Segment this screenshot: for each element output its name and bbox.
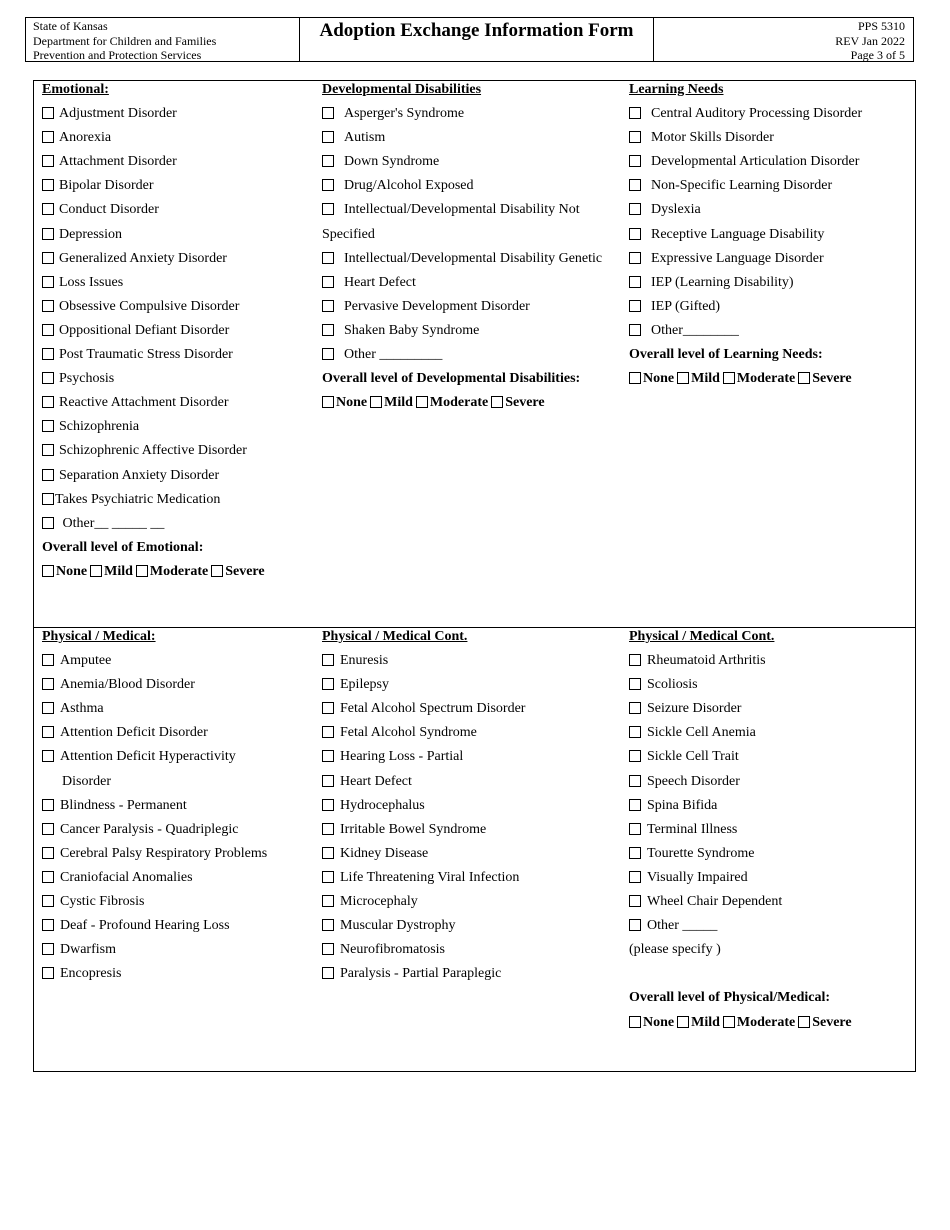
checklist-item (42, 226, 268, 250)
item-label: IEP (Gifted) (651, 298, 721, 314)
checkbox-hydrocephalus[interactable] (322, 799, 334, 811)
checkbox-scoliosis[interactable] (629, 678, 641, 690)
checklist-item (629, 298, 862, 322)
checkbox-neurofibromatosis[interactable] (322, 943, 334, 955)
item-label: Cerebral Palsy Respiratory Problems (60, 845, 268, 861)
checklist-item (322, 322, 602, 346)
please-specify-note: (please specify ) (629, 942, 721, 958)
item-label: Dwarfism (60, 942, 116, 958)
item-label: Scoliosis (647, 677, 698, 693)
checklist-item (322, 346, 602, 370)
checkbox-expressive-language-disorder[interactable] (629, 252, 641, 264)
checkbox-sickle-cell-anemia[interactable] (629, 726, 641, 738)
checkbox-attachment-disorder[interactable] (42, 155, 54, 167)
checklist-item (322, 748, 525, 772)
checklist-item (629, 105, 862, 129)
item-label: IEP (Learning Disability) (651, 274, 794, 290)
checklist-item (322, 821, 525, 845)
checkbox-generalized-anxiety-disorder[interactable] (42, 252, 54, 264)
level-option-label: Mild (691, 1014, 720, 1030)
checklist-item (42, 370, 268, 394)
emotional-column (42, 81, 268, 587)
item-label: Separation Anxiety Disorder (59, 467, 220, 483)
item-label: Pervasive Development Disorder (344, 298, 530, 314)
item-label: Attention Deficit Hyperactivity (60, 749, 236, 765)
overall-level-options (629, 1014, 855, 1038)
item-label: Other__ _____ __ (59, 515, 165, 531)
item-label: Paralysis - Partial Paraplegic (340, 966, 502, 982)
section-heading: Physical / Medical Cont. (322, 629, 468, 644)
checkbox-craniofacial-anomalies[interactable] (42, 871, 54, 883)
checklist-item (322, 724, 525, 748)
form-id-block (654, 18, 913, 61)
item-label: Blindness - Permanent (60, 797, 187, 813)
item-label: Cancer Paralysis - Quadriplegic (60, 821, 239, 837)
checklist-item (629, 700, 855, 724)
checklist-item (322, 652, 525, 676)
checkbox-iep-learning-disability[interactable] (629, 276, 641, 288)
checkbox-visually-impaired[interactable] (629, 871, 641, 883)
level-option-label: Moderate (149, 563, 209, 579)
level-moderate-checkbox-learning[interactable] (723, 372, 735, 384)
checklist-item (42, 491, 268, 515)
checkbox-paralysis-partial-paraplegic[interactable] (322, 967, 334, 979)
checkbox-tourette-syndrome[interactable] (629, 847, 641, 859)
checkbox-life-threatening-viral-infection[interactable] (322, 871, 334, 883)
checklist-item (42, 893, 267, 917)
agency-line: Department for Children and Families (33, 33, 217, 48)
checklist-item (42, 177, 268, 201)
item-label: Sickle Cell Anemia (647, 725, 756, 741)
physical-column-2 (322, 628, 525, 989)
level-option-label: Moderate (429, 395, 489, 411)
checklist-item (42, 652, 267, 676)
item-label: Other________ (651, 322, 739, 338)
item-label: Deaf - Profound Hearing Loss (60, 918, 230, 934)
item-label: Kidney Disease (340, 845, 429, 861)
item-label: Other _________ (344, 347, 443, 363)
item-label: Intellectual/Developmental Disability Not (344, 202, 580, 218)
item-label: Loss Issues (59, 274, 124, 290)
checklist-item (42, 515, 268, 539)
item-label: Expressive Language Disorder (651, 250, 824, 266)
checkbox-anorexia[interactable] (42, 131, 54, 143)
checklist-item (629, 153, 862, 177)
checkbox-cystic-fibrosis[interactable] (42, 895, 54, 907)
level-severe-checkbox-physical[interactable] (798, 1016, 810, 1028)
item-label: Epilepsy (340, 677, 389, 693)
checkbox-drug-alcohol-exposed[interactable] (322, 179, 334, 191)
level-severe-checkbox-emotional[interactable] (211, 565, 223, 577)
item-label: Encopresis (60, 966, 122, 982)
checkbox-encopresis[interactable] (42, 967, 54, 979)
item-label: Generalized Anxiety Disorder (59, 250, 227, 266)
item-label: Hydrocephalus (340, 797, 425, 813)
checkbox-depression[interactable] (42, 228, 54, 240)
level-moderate-checkbox-developmental[interactable] (416, 396, 428, 408)
checkbox-intellectual-developmental-disability-not[interactable] (322, 203, 334, 215)
checklist-item (42, 869, 267, 893)
checkbox-irritable-bowel-syndrome[interactable] (322, 823, 334, 835)
item-label: Down Syndrome (344, 154, 440, 170)
level-mild-checkbox-learning[interactable] (677, 372, 689, 384)
checkbox-other[interactable] (629, 324, 641, 336)
checkbox-loss-issues[interactable] (42, 276, 54, 288)
physical-column-3 (629, 628, 855, 1038)
checklist-item (42, 724, 267, 748)
checkbox-blindness-permanent[interactable] (42, 799, 54, 811)
checkbox-pervasive-development-disorder[interactable] (322, 300, 334, 312)
item-label: Amputee (60, 653, 112, 669)
item-label: Anorexia (59, 130, 112, 146)
item-label: Schizophrenia (59, 419, 140, 435)
item-label: Depression (59, 226, 122, 242)
overall-level-options (42, 563, 268, 587)
checklist-item (322, 797, 525, 821)
checklist-item (629, 797, 855, 821)
level-option-label: None (643, 1014, 675, 1030)
checklist-item (322, 869, 525, 893)
page-number: Page 3 of 5 (850, 48, 905, 62)
overall-level-label: Overall level of Physical/Medical: (629, 990, 831, 1006)
form-number: PPS 5310 (857, 19, 905, 33)
item-label: Terminal Illness (647, 821, 738, 837)
form-header (25, 17, 914, 62)
checkbox-takes-psychiatric-medication[interactable] (42, 493, 54, 505)
checkbox-wheel-chair-dependent[interactable] (629, 895, 641, 907)
section-heading: Developmental Disabilities (322, 82, 482, 97)
item-label: Irritable Bowel Syndrome (340, 821, 487, 837)
item-label: Obsessive Compulsive Disorder (59, 298, 240, 314)
section-heading: Learning Needs (629, 82, 724, 97)
checkbox-autism[interactable] (322, 131, 334, 143)
checklist-item (629, 724, 855, 748)
item-label: Spina Bifida (647, 797, 718, 813)
checkbox-rheumatoid-arthritis[interactable] (629, 654, 641, 666)
checkbox-cancer-paralysis-quadriplegic[interactable] (42, 823, 54, 835)
checklist-item (42, 700, 267, 724)
item-label: Rheumatoid Arthritis (647, 653, 766, 669)
level-moderate-checkbox-emotional[interactable] (136, 565, 148, 577)
checkbox-anemia-blood-disorder[interactable] (42, 678, 54, 690)
item-label: Neurofibromatosis (340, 942, 445, 958)
checkbox-kidney-disease[interactable] (322, 847, 334, 859)
item-label: Life Threatening Viral Infection (340, 869, 520, 885)
item-label: Fetal Alcohol Syndrome (340, 725, 477, 741)
checkbox-post-traumatic-stress-disorder[interactable] (42, 348, 54, 360)
level-option-label: None (336, 395, 368, 411)
checkbox-terminal-illness[interactable] (629, 823, 641, 835)
checklist-item (322, 250, 602, 274)
checklist-item (42, 941, 267, 965)
checklist-item (42, 394, 268, 418)
level-option-label: None (643, 371, 675, 387)
checkbox-amputee[interactable] (42, 654, 54, 666)
checkbox-microcephaly[interactable] (322, 895, 334, 907)
item-label-continued: Disorder (62, 773, 111, 789)
checkbox-obsessive-compulsive-disorder[interactable] (42, 300, 54, 312)
level-none-checkbox-emotional[interactable] (42, 565, 54, 577)
checklist-item (42, 845, 267, 869)
checklist-item (42, 105, 268, 129)
item-label: Heart Defect (344, 274, 416, 290)
item-label: Schizophrenic Affective Disorder (59, 443, 247, 459)
item-label: Cystic Fibrosis (60, 894, 145, 910)
form-revision: REV Jan 2022 (835, 33, 905, 48)
checklist-item (629, 869, 855, 893)
item-label: Non-Specific Learning Disorder (651, 178, 833, 194)
checklist-item (322, 298, 602, 322)
checklist-item (629, 845, 855, 869)
level-option-label: Severe (812, 1014, 852, 1030)
item-label: Intellectual/Developmental Disability Genetic (344, 250, 603, 266)
level-option-label: Severe (505, 395, 545, 411)
checklist-item (629, 177, 862, 201)
agency-line: Prevention and Protection Services (33, 48, 202, 62)
checklist-item (322, 676, 525, 700)
checklist-item (322, 105, 602, 129)
item-label: Enuresis (340, 653, 389, 669)
level-severe-checkbox-learning[interactable] (798, 372, 810, 384)
item-label: Reactive Attachment Disorder (59, 395, 229, 411)
item-label: Seizure Disorder (647, 701, 742, 717)
checklist-item (42, 797, 267, 821)
checkbox-shaken-baby-syndrome[interactable] (322, 324, 334, 336)
checklist-item (322, 129, 602, 153)
overall-level-label: Overall level of Learning Needs: (629, 347, 823, 363)
checkbox-conduct-disorder[interactable] (42, 203, 54, 215)
level-none-checkbox-physical[interactable] (629, 1016, 641, 1028)
checkbox-psychosis[interactable] (42, 372, 54, 384)
checkbox-fetal-alcohol-spectrum-disorder[interactable] (322, 702, 334, 714)
checkbox-other[interactable] (629, 919, 641, 931)
checkbox-dwarfism[interactable] (42, 943, 54, 955)
section-heading: Physical / Medical Cont. (629, 629, 775, 644)
item-label: Hearing Loss - Partial (340, 749, 464, 765)
checklist-item (322, 177, 602, 201)
checkbox-hearing-loss-partial[interactable] (322, 750, 334, 762)
item-label: Central Auditory Processing Disorder (651, 106, 863, 122)
checklist-item (42, 153, 268, 177)
checkbox-heart-defect[interactable] (322, 775, 334, 787)
agency-block (26, 18, 300, 61)
checklist-item (42, 965, 267, 989)
checkbox-bipolar-disorder[interactable] (42, 179, 54, 191)
checklist-item (42, 201, 268, 225)
checkbox-asthma[interactable] (42, 702, 54, 714)
checkbox-epilepsy[interactable] (322, 678, 334, 690)
checkbox-dyslexia[interactable] (629, 203, 641, 215)
item-label: Bipolar Disorder (59, 178, 154, 194)
agency-line: State of Kansas (33, 19, 108, 33)
item-label: Other _____ (647, 918, 718, 934)
checkbox-speech-disorder[interactable] (629, 775, 641, 787)
level-option-label: Severe (812, 371, 852, 387)
section-heading: Physical / Medical: (42, 629, 156, 644)
checklist-item (42, 748, 267, 772)
checklist-item (629, 773, 855, 797)
checkbox-receptive-language-disability[interactable] (629, 228, 641, 240)
checklist-item (629, 893, 855, 917)
checklist-item (42, 322, 268, 346)
checkbox-down-syndrome[interactable] (322, 155, 334, 167)
checkbox-separation-anxiety-disorder[interactable] (42, 469, 54, 481)
physical-column-1 (42, 628, 267, 989)
overall-level-options (322, 394, 602, 418)
item-label: Developmental Articulation Disorder (651, 154, 860, 170)
developmental-column (322, 81, 602, 418)
item-label: Motor Skills Disorder (651, 130, 774, 146)
checkbox-other[interactable] (322, 348, 334, 360)
checklist-item (322, 201, 602, 225)
level-none-checkbox-learning[interactable] (629, 372, 641, 384)
item-label: Asperger's Syndrome (344, 106, 465, 122)
item-label: Conduct Disorder (59, 202, 159, 218)
checkbox-sickle-cell-trait[interactable] (629, 750, 641, 762)
checklist-item (629, 652, 855, 676)
level-option-label: Severe (225, 563, 265, 579)
level-option-label: Moderate (736, 1014, 796, 1030)
checkbox-attention-deficit-hyperactivity[interactable] (42, 750, 54, 762)
checklist-item (42, 418, 268, 442)
checklist-item (42, 298, 268, 322)
level-option-label: Moderate (736, 371, 796, 387)
level-option-label: None (56, 563, 88, 579)
checkbox-schizophrenic-affective-disorder[interactable] (42, 444, 54, 456)
checklist-item (629, 748, 855, 772)
item-label: Adjustment Disorder (59, 106, 177, 122)
checkbox-motor-skills-disorder[interactable] (629, 131, 641, 143)
checklist-item (629, 322, 862, 346)
level-mild-checkbox-physical[interactable] (677, 1016, 689, 1028)
checkbox-cerebral-palsy-respiratory-problems[interactable] (42, 847, 54, 859)
checkbox-seizure-disorder[interactable] (629, 702, 641, 714)
checklist-item (322, 274, 602, 298)
level-option-label: Mild (691, 371, 720, 387)
checkbox-intellectual-developmental-disability-genetic[interactable] (322, 252, 334, 264)
item-label: Asthma (60, 701, 104, 717)
checklist-item (42, 129, 268, 153)
level-mild-checkbox-developmental[interactable] (370, 396, 382, 408)
checklist-item (629, 676, 855, 700)
item-label: Fetal Alcohol Spectrum Disorder (340, 701, 526, 717)
item-label: Microcephaly (340, 894, 418, 910)
level-mild-checkbox-emotional[interactable] (90, 565, 102, 577)
item-label: Attachment Disorder (59, 154, 177, 170)
checklist-item (42, 346, 268, 370)
checklist-item (629, 226, 862, 250)
item-label: Wheel Chair Dependent (647, 894, 783, 910)
checklist-item (322, 965, 525, 989)
checklist-item (629, 274, 862, 298)
checklist-item (42, 676, 267, 700)
checkbox-asperger-s-syndrome[interactable] (322, 107, 334, 119)
learning-column (629, 81, 862, 394)
item-label: Sickle Cell Trait (647, 749, 739, 765)
item-label: Post Traumatic Stress Disorder (59, 347, 233, 363)
checkbox-oppositional-defiant-disorder[interactable] (42, 324, 54, 336)
checkbox-iep-gifted[interactable] (629, 300, 641, 312)
checkbox-developmental-articulation-disorder[interactable] (629, 155, 641, 167)
item-label-continued: Specified (322, 226, 375, 242)
item-label: Psychosis (59, 371, 115, 387)
item-label: Shaken Baby Syndrome (344, 322, 480, 338)
checklist-item (42, 821, 267, 845)
checkbox-adjustment-disorder[interactable] (42, 107, 54, 119)
checklist-item (322, 917, 525, 941)
level-option-label: Mild (104, 563, 133, 579)
checklist-item (42, 917, 267, 941)
level-severe-checkbox-developmental[interactable] (491, 396, 503, 408)
item-label: Oppositional Defiant Disorder (59, 322, 230, 338)
checkbox-reactive-attachment-disorder[interactable] (42, 396, 54, 408)
item-label: Attention Deficit Disorder (60, 725, 208, 741)
item-label: Anemia/Blood Disorder (60, 677, 195, 693)
item-label: Dyslexia (651, 202, 701, 218)
checklist-item (322, 153, 602, 177)
item-label: Drug/Alcohol Exposed (344, 178, 474, 194)
item-label: Tourette Syndrome (647, 845, 755, 861)
item-label: Visually Impaired (647, 869, 748, 885)
overall-level-label: Overall level of Developmental Disabilities: (322, 371, 581, 387)
item-label: Receptive Language Disability (651, 226, 825, 242)
checkbox-central-auditory-processing-disorder[interactable] (629, 107, 641, 119)
checkbox-heart-defect[interactable] (322, 276, 334, 288)
checklist-item (42, 250, 268, 274)
checkbox-spina-bifida[interactable] (629, 799, 641, 811)
checklist-item (322, 700, 525, 724)
checkbox-fetal-alcohol-syndrome[interactable] (322, 726, 334, 738)
section-heading: Emotional: (42, 82, 109, 97)
checkbox-attention-deficit-disorder[interactable] (42, 726, 54, 738)
checklist-item (629, 917, 855, 941)
overall-level-options (629, 370, 862, 394)
item-label: Heart Defect (340, 773, 412, 789)
checklist-item (322, 773, 525, 797)
checkbox-non-specific-learning-disorder[interactable] (629, 179, 641, 191)
checklist-item (322, 893, 525, 917)
item-label: Speech Disorder (647, 773, 740, 789)
checklist-item (42, 467, 268, 491)
item-label: Autism (344, 130, 386, 146)
item-label: Takes Psychiatric Medication (55, 491, 221, 507)
checklist-item (42, 274, 268, 298)
checkbox-deaf-profound-hearing-loss[interactable] (42, 919, 54, 931)
level-option-label: Mild (384, 395, 413, 411)
checkbox-other[interactable] (42, 517, 54, 529)
checklist-item (629, 250, 862, 274)
item-label: Craniofacial Anomalies (60, 869, 193, 885)
level-moderate-checkbox-physical[interactable] (723, 1016, 735, 1028)
checklist-item (629, 821, 855, 845)
checklist-item (629, 129, 862, 153)
overall-level-label: Overall level of Emotional: (42, 539, 204, 555)
checklist-item (322, 845, 525, 869)
checklist-item (629, 201, 862, 225)
blank-line (629, 965, 855, 989)
checkbox-enuresis[interactable] (322, 654, 334, 666)
checkbox-schizophrenia[interactable] (42, 420, 54, 432)
checklist-item (42, 442, 268, 466)
checkbox-muscular-dystrophy[interactable] (322, 919, 334, 931)
checklist-item (322, 941, 525, 965)
form-title: Adoption Exchange Information Form (300, 18, 654, 61)
level-none-checkbox-developmental[interactable] (322, 396, 334, 408)
item-label: Muscular Dystrophy (340, 918, 456, 934)
